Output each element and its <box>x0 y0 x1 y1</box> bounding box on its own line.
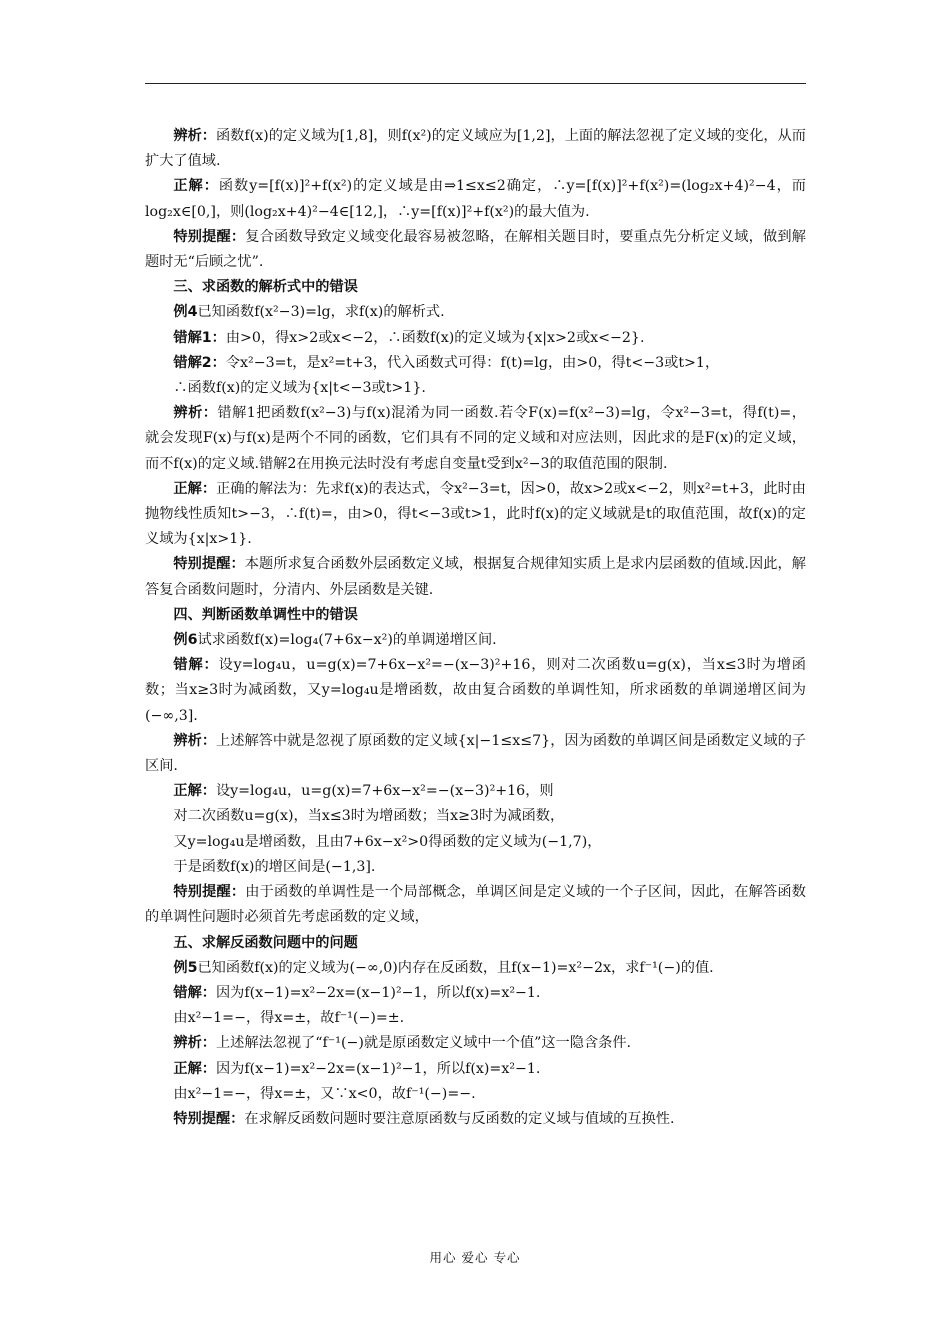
paragraph <box>145 300 806 325</box>
paragraph <box>145 326 806 351</box>
paragraph <box>145 1082 806 1107</box>
paragraph-text: 上述解答中就是忽视了原函数的定义域{x|−1≤x≤7}，因为函数的单调区间是函数定义域的子区间. <box>145 732 806 775</box>
paragraph-text: 在求解反函数问题时要注意原函数与反函数的定义域与值域的互换性. <box>244 1110 675 1127</box>
paragraph <box>145 1006 806 1031</box>
paragraph-text: 由x²−1=−，得x=±，又∵x<0，故f⁻¹(−)=−. <box>173 1085 476 1102</box>
paragraph-text: 由>0，得x>2或x<−2，∴函数f(x)的定义域为{x|x>2或x<−2}. <box>225 329 645 346</box>
paragraph-label: 辨析： <box>173 128 216 144</box>
section-heading <box>145 603 806 628</box>
paragraph-text: 错解1把函数f(x²−3)与f(x)混淆为同一函数.若令F(x)=f(x²−3)=lg，令x²−3=t，得f(t)=，就会发现F(x)与f(x)是两个不同的函数，它们具有不同的定义域和对应法则，因此求的是F(x)的定义域，而不f(x)的定义域.错解2在用换元法时没有考虑自变量t受到x²−3的取值范围的限制. <box>145 405 806 472</box>
paragraph-label: 例4 <box>173 304 198 321</box>
paragraph-text: ∴函数f(x)的定义域为{x|t<−3或t>1}. <box>173 380 426 397</box>
heading-text: 三、求函数的解析式中的错误 <box>173 279 358 296</box>
paragraph-label: 辨析： <box>173 1035 216 1052</box>
paragraph-text: 对二次函数u=g(x)，当x≤3时为增函数；当x≥3时为减函数， <box>173 808 565 825</box>
paragraph-label: 例6 <box>173 632 198 649</box>
paragraph-text: 又y=log₄u是增函数，且由7+6x−x²>0得函数的定义域为(−1,7)， <box>173 833 602 850</box>
heading-text: 四、判断函数单调性中的错误 <box>173 606 358 623</box>
paragraph-text: 上述解法忽视了“f⁻¹(−)就是原函数定义域中一个值”这一隐含条件. <box>215 1035 632 1052</box>
paragraph-text: 设y=log₄u，u=g(x)=7+6x−x²=−(x−3)²+16，则对二次函数u=g(x)，当x≤3时为增函数；当x≥3时为减函数，又y=log₄u是增函数，故由复合函数的单调性知，所求函数的单调递增区间为(−∞,3]. <box>145 657 806 724</box>
paragraph <box>145 225 806 275</box>
paragraph <box>145 401 806 477</box>
paragraph <box>145 124 806 174</box>
paragraph-label: 错解2： <box>173 354 226 371</box>
section-heading <box>145 275 806 300</box>
paragraph-label: 辨析： <box>173 405 218 422</box>
paragraph-label: 辨析： <box>173 732 217 749</box>
paragraph-text: 于是函数f(x)的增区间是(−1,3]. <box>173 858 376 875</box>
paragraph <box>145 1057 806 1082</box>
paragraph <box>145 880 806 930</box>
paragraph-text: 因为f(x−1)=x²−2x=(x−1)²−1，所以f(x)=x²−1. <box>215 1060 541 1077</box>
paragraph <box>145 628 806 653</box>
paragraph-text: 由x²−1=−，得x=±，故f⁻¹(−)=±. <box>173 1010 405 1027</box>
page-footer: 用心 爱心 专心 <box>429 1250 521 1265</box>
paragraph-text: 函数y=[f(x)]²+f(x²)的定义域是由⇒1≤x≤2确定，∴y=[f(x)]²+f(x²)=(log₂x+4)²−4，而log₂x∈[0,]，则(log₂x+4)²−4∈[12,]，∴y=[f(x)]²+f(x²)的最大值为. <box>145 178 806 220</box>
heading-text: 五、求解反函数问题中的问题 <box>173 934 358 951</box>
paragraph <box>145 779 806 804</box>
paragraph <box>145 830 806 855</box>
paragraph <box>145 855 806 880</box>
paragraph <box>145 552 806 602</box>
paragraph <box>145 981 806 1006</box>
paragraph <box>145 174 806 224</box>
paragraph-label: 特别提醒： <box>173 884 246 901</box>
paragraph-label: 正解： <box>173 480 217 497</box>
paragraph-text: 复合函数导致定义域变化最容易被忽略，在解相关题目时，要重点先分析定义域，做到解题时无“后顾之忧”. <box>145 228 806 271</box>
paragraph-label: 错解1： <box>173 329 226 346</box>
paragraph-label: 错解： <box>173 657 219 674</box>
paragraph-text: 令x²−3=t，是x²=t+3，代入函数式可得：f(t)=lg，由>0，得t<−3或t>1， <box>225 354 720 371</box>
paragraph-text: 函数f(x)的定义域为[1,8]，则f(x²)的定义域应为[1,2]，上面的解法忽视了定义域的变化，从而扩大了值域. <box>145 128 806 170</box>
document-body <box>145 124 806 1132</box>
paragraph <box>145 1031 806 1056</box>
header-rule <box>145 83 806 84</box>
paragraph-label: 特别提醒： <box>173 1110 245 1127</box>
paragraph-text: 正确的解法为：先求f(x)的表达式，令x²−3=t，因>0，故x>2或x<−2，则x²=t+3，此时由抛物线性质知t>−3，∴f(t)=，由>0，得t<−3或t>1，此时f(x)的定义域就是t的取值范围，故f(x)的定义域为{x|x>1}. <box>145 480 806 548</box>
paragraph-label: 正解： <box>173 178 219 195</box>
paragraph-text: 因为f(x−1)=x²−2x=(x−1)²−1，所以f(x)=x²−1. <box>215 984 541 1001</box>
paragraph <box>145 376 806 401</box>
paragraph-label: 特别提醒： <box>173 228 246 245</box>
paragraph <box>145 653 806 729</box>
paragraph-text: 本题所求复合函数外层函数定义域，根据复合规律知实质上是求内层函数的值域.因此，解答复合函数问题时，分清内、外层函数是关键. <box>145 556 806 598</box>
paragraph-label: 正解： <box>173 783 216 800</box>
paragraph <box>145 351 806 376</box>
paragraph-text: 已知函数f(x²−3)=lg，求f(x)的解析式. <box>197 304 445 321</box>
paragraph-text: 由于函数的单调性是一个局部概念，单调区间是定义域的一个子区间，因此，在解答函数的单调性问题时必须首先考虑函数的定义域， <box>145 884 806 926</box>
paragraph-text: 设y=log₄u，u=g(x)=7+6x−x²=−(x−3)²+16，则 <box>215 783 554 800</box>
paragraph-label: 例5 <box>173 959 198 976</box>
paragraph-label: 错解： <box>173 984 216 1001</box>
paragraph-text: 试求函数f(x)=log₄(7+6x−x²)的单调递增区间. <box>197 632 497 649</box>
paragraph-label: 特别提醒： <box>173 556 245 573</box>
paragraph <box>145 1107 806 1132</box>
paragraph <box>145 477 806 553</box>
paragraph <box>145 956 806 981</box>
paragraph <box>145 804 806 829</box>
section-heading <box>145 931 806 956</box>
paragraph-text: 已知函数f(x)的定义域为(−∞,0)内存在反函数，且f(x−1)=x²−2x，求f⁻¹(−)的值. <box>197 959 714 976</box>
paragraph-label: 正解： <box>173 1060 216 1077</box>
paragraph <box>145 729 806 779</box>
